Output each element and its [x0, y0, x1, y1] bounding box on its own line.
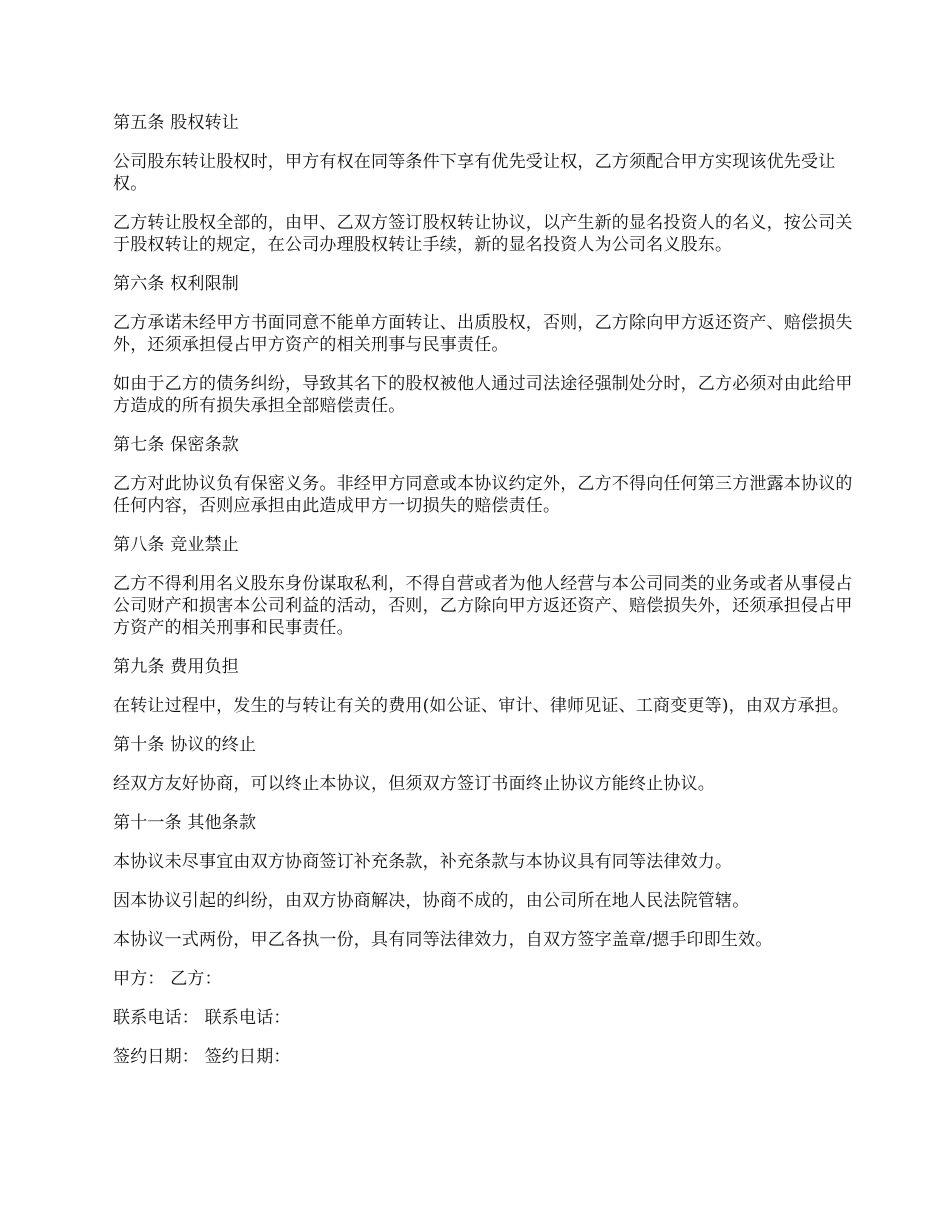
article-6-heading: 第六条 权利限制 — [113, 274, 240, 294]
article-11-heading: 第十一条 其他条款 — [113, 813, 257, 833]
article-6-paragraph-1: 乙方承诺未经甲方书面同意不能单方面转让、出质股权，否则，乙方除向甲方返还资产、赔偿损失外，还须承担侵占甲方资产的相关刑事与民事责任。 — [113, 313, 853, 355]
article-11-paragraph-2: 因本协议引起的纠纷，由双方协商解决，协商不成的，由公司所在地人民法院管辖。 — [113, 891, 750, 911]
article-5-paragraph-2: 乙方转让股权全部的，由甲、乙双方签订股权转让协议，以产生新的显名投资人的名义，按公司关于股权转让的规定，在公司办理股权转让手续，新的显名投资人为公司名义股东。 — [113, 213, 853, 255]
article-10-heading: 第十条 协议的终止 — [113, 735, 257, 755]
article-7-paragraph-1: 乙方对此协议负有保密义务。非经甲方同意或本协议约定外，乙方不得向任何第三方泄露本协议的任何内容，否则应承担由此造成甲方一切损失的赔偿责任。 — [113, 474, 853, 516]
article-5-heading: 第五条 股权转让 — [113, 113, 240, 133]
article-6-paragraph-2: 如由于乙方的债务纠纷，导致其名下的股权被他人通过司法途径强制处分时，乙方必须对由此给甲方造成的所有损失承担全部赔偿责任。 — [113, 374, 853, 416]
article-11-paragraph-3: 本协议一式两份，甲乙各执一份，具有同等法律效力，自双方签字盖章/摁手印即生效。 — [113, 930, 773, 950]
article-9-paragraph-1: 在转让过程中，发生的与转让有关的费用(如公证、审计、律师见证、工商变更等)，由双方承担。 — [113, 696, 850, 716]
signature-phone-line: 联系电话： 联系电话： — [113, 1008, 291, 1028]
signature-date-line: 签约日期： 签约日期： — [113, 1047, 291, 1067]
article-7-heading: 第七条 保密条款 — [113, 435, 240, 455]
article-10-paragraph-1: 经双方友好协商，可以终止本协议，但须双方签订书面终止协议方能终止协议。 — [113, 774, 715, 794]
article-8-heading: 第八条 竞业禁止 — [113, 535, 240, 555]
document-page — [113, 112, 853, 1085]
article-5-paragraph-1: 公司股东转让股权时，甲方有权在同等条件下享有优先受让权，乙方须配合甲方实现该优先受让权。 — [113, 152, 836, 194]
article-8-paragraph-1: 乙方不得利用名义股东身份谋取私利，不得自营或者为他人经营与本公司同类的业务或者从事侵占公司财产和损害本公司利益的活动，否则，乙方除向甲方返还资产、赔偿损失外，还须承担侵占甲方资产的相关刑事和民事责任。 — [113, 574, 853, 638]
article-11-paragraph-1: 本协议未尽事宜由双方协商签订补充条款，补充条款与本协议具有同等法律效力。 — [113, 852, 733, 872]
signature-parties-line: 甲方： 乙方： — [113, 969, 222, 989]
article-9-heading: 第九条 费用负担 — [113, 657, 240, 677]
